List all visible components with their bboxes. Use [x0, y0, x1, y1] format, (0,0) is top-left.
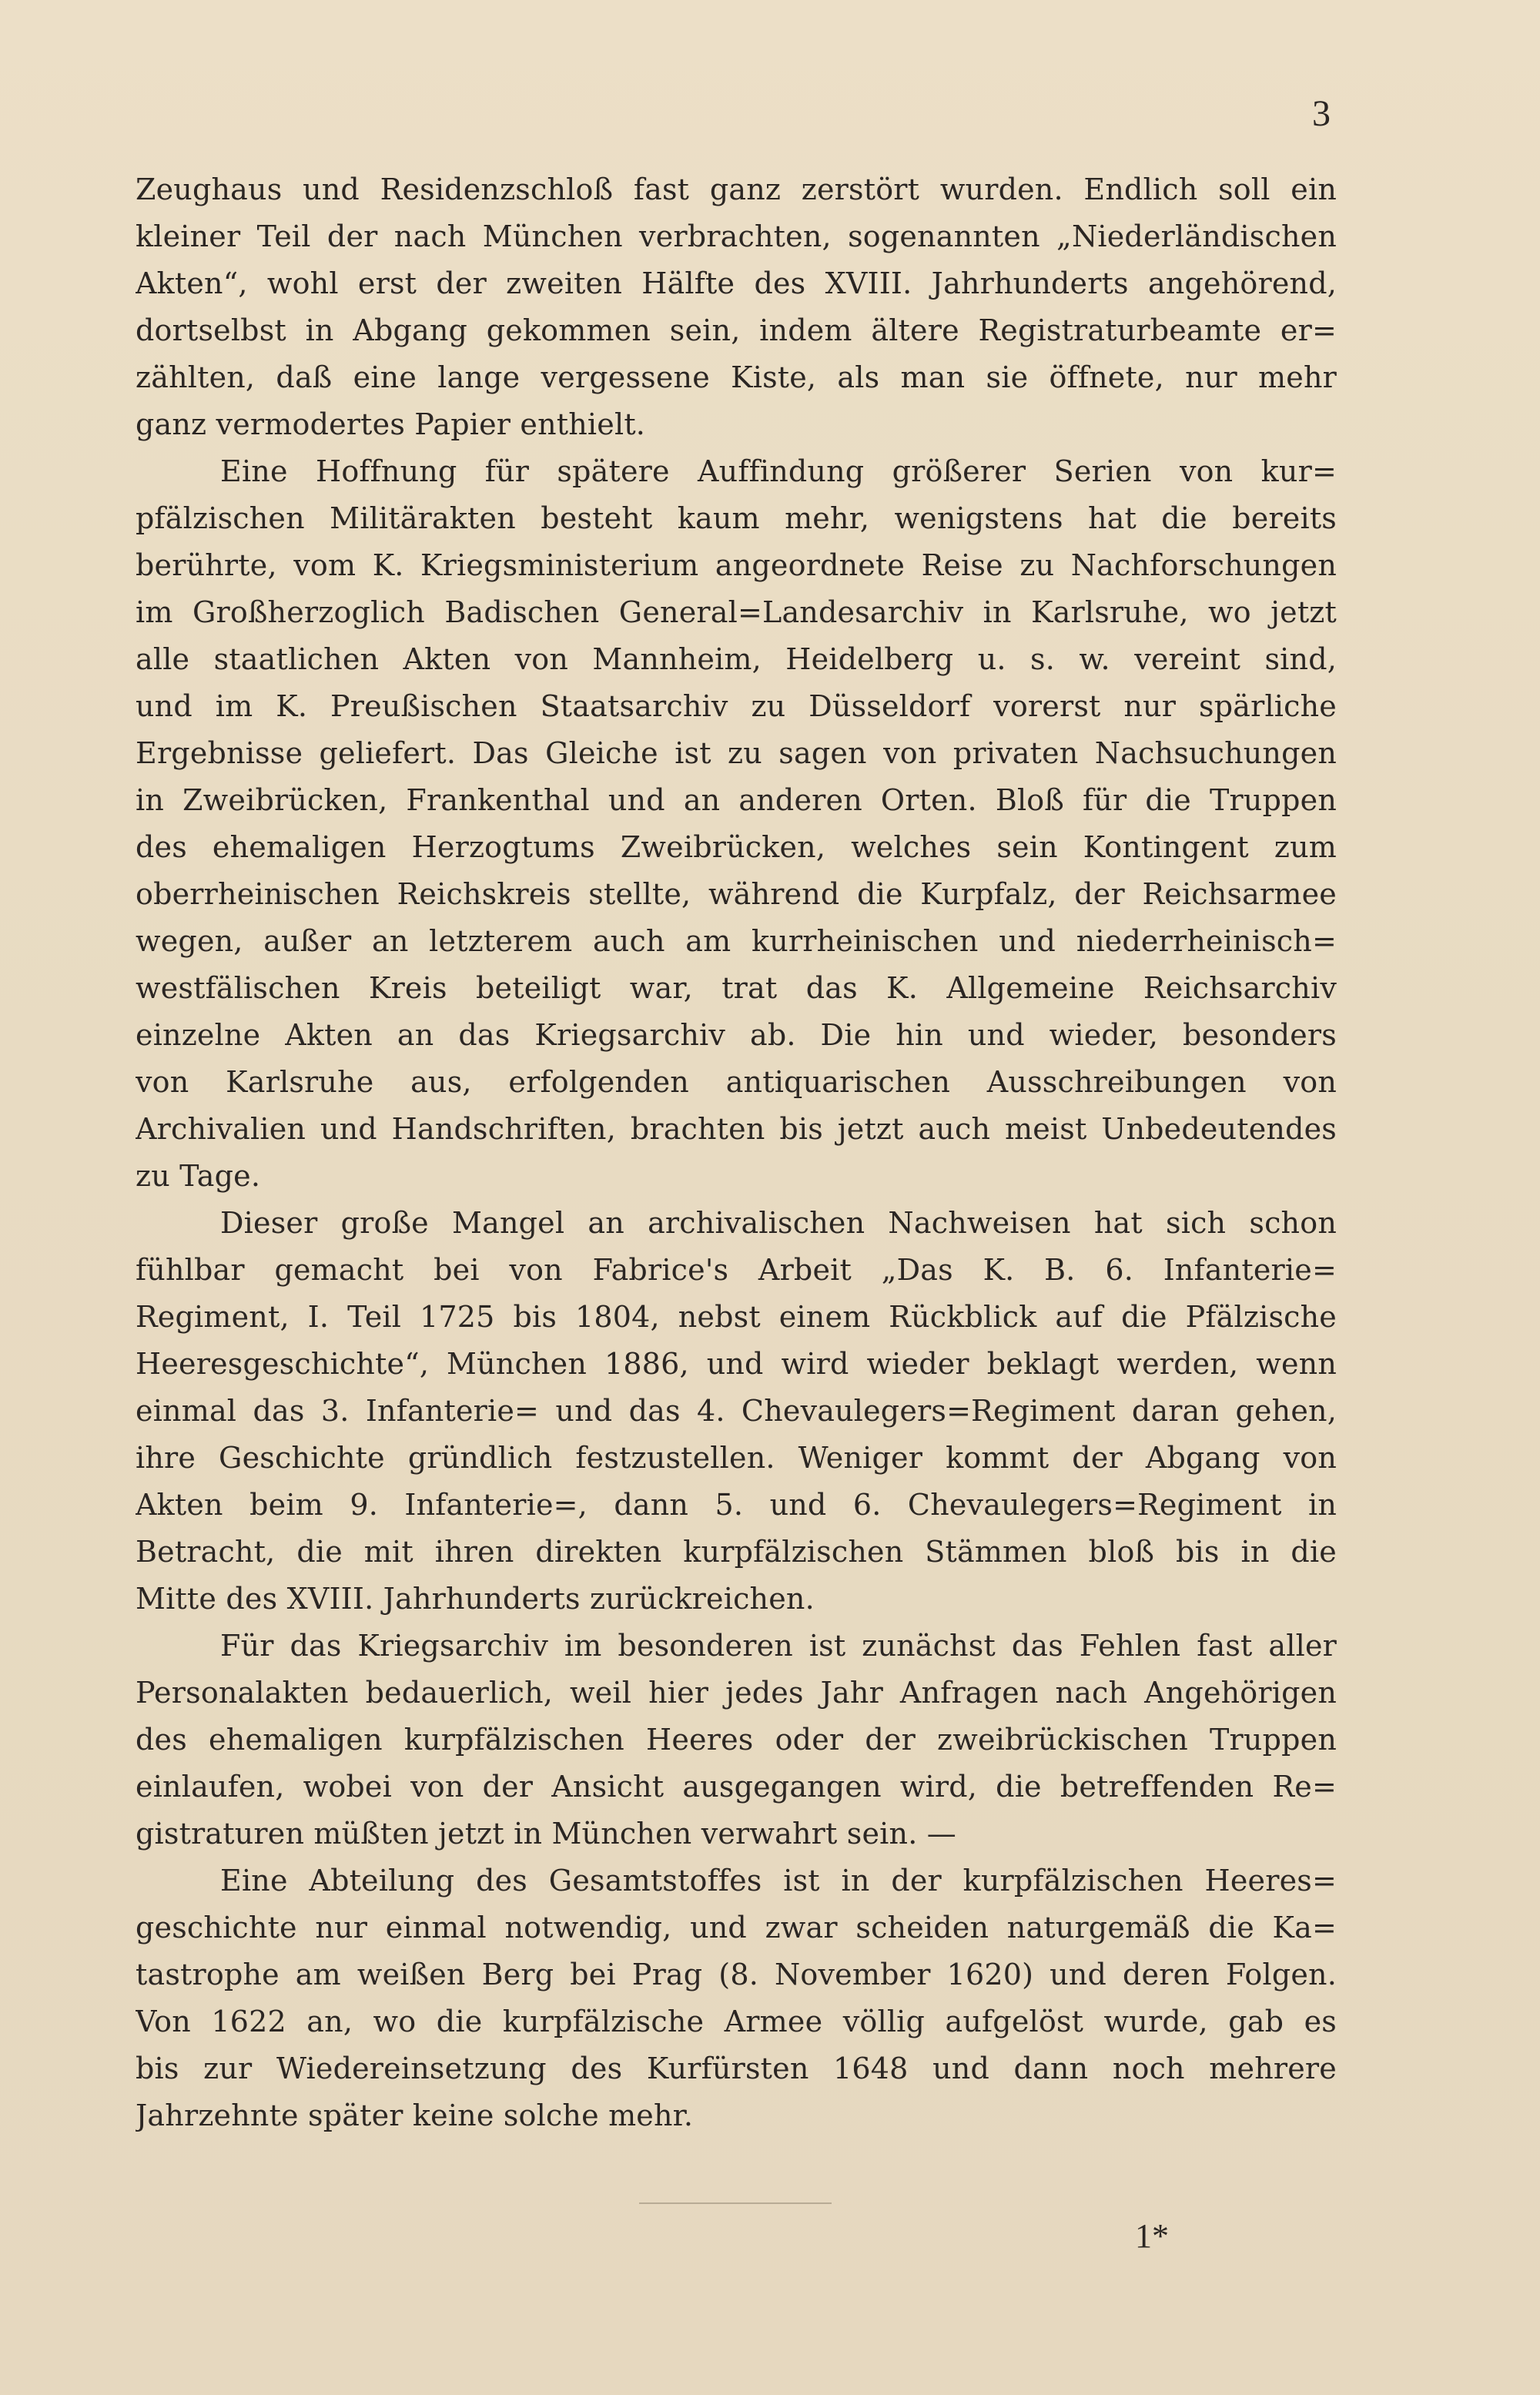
text-line: Personalakten bedauerlich, weil hier jedes Jahr Anfragen nach Angehörigen	[136, 1676, 1337, 1710]
text-line: und im K. Preußischen Staatsarchiv zu Düsseldorf vorerst nur spärliche	[136, 689, 1337, 723]
text-line: Zeughaus und Residenzschloß fast ganz zerstört wurden. Endlich soll ein	[136, 173, 1337, 206]
text-line: zu Tage.	[136, 1159, 261, 1193]
text-line: Eine Abteilung des Gesamtstoffes ist in der kurpfälzischen Heeres=	[220, 1864, 1337, 1898]
text-line: westfälischen Kreis beteiligt war, trat das K. Allgemeine Reichsarchiv	[136, 971, 1337, 1005]
text-line: kleiner Teil der nach München verbrachten, sogenannten „Niederländischen	[136, 219, 1337, 253]
text-line: Regiment, I. Teil 1725 bis 1804, nebst einem Rückblick auf die Pfälzische	[136, 1300, 1337, 1334]
text-line: im Großherzoglich Badischen General=Landesarchiv in Karlsruhe, wo jetzt	[136, 595, 1337, 629]
text-line: einmal das 3. Infanterie= und das 4. Chevaulegers=Regiment daran gehen,	[136, 1394, 1337, 1428]
page-number: 3	[1312, 93, 1331, 134]
text-line: Von 1622 an, wo die kurpfälzische Armee völlig aufgelöst wurde, gab es	[136, 2005, 1337, 2038]
text-line: ganz vermodertes Papier enthielt.	[136, 407, 646, 441]
text-line: Archivalien und Handschriften, brachten bis jetzt auch meist Unbedeutendes	[136, 1112, 1337, 1146]
text-line: Ergebnisse geliefert. Das Gleiche ist zu sagen von privaten Nachsuchungen	[136, 736, 1337, 770]
text-line: Eine Hoffnung für spätere Auffindung größerer Serien von kur=	[220, 454, 1337, 488]
text-line: zählten, daß eine lange vergessene Kiste, als man sie öffnete, nur mehr	[136, 360, 1337, 394]
text-line: dortselbst in Abgang gekommen sein, indem ältere Registraturbeamte er=	[136, 313, 1337, 347]
text-line: alle staatlichen Akten von Mannheim, Heidelberg u. s. w. vereint sind,	[136, 642, 1337, 676]
signature-mark: 1*	[1135, 2217, 1169, 2255]
text-line: des ehemaligen kurpfälzischen Heeres oder der zweibrückischen Truppen	[136, 1723, 1337, 1757]
text-line: gistraturen müßten jetzt in München verwahrt sein. —	[136, 1817, 956, 1851]
text-line: des ehemaligen Herzogtums Zweibrücken, welches sein Kontingent zum	[136, 830, 1337, 864]
footer-divider	[639, 2202, 832, 2204]
body-text	[136, 166, 1337, 2139]
text-line: Mitte des XVIII. Jahrhunderts zurückreichen.	[136, 1582, 815, 1616]
text-line: von Karlsruhe aus, erfolgenden antiquarischen Ausschreibungen von	[136, 1065, 1337, 1099]
text-line: Akten beim 9. Infanterie=, dann 5. und 6. Chevaulegers=Regiment in	[136, 1488, 1337, 1522]
text-line: Für das Kriegsarchiv im besonderen ist zunächst das Fehlen fast aller	[220, 1629, 1337, 1663]
text-line: ihre Geschichte gründlich festzustellen. Weniger kommt der Abgang von	[136, 1441, 1337, 1475]
text-line: Jahrzehnte später keine solche mehr.	[136, 2099, 694, 2132]
text-line: tastrophe am weißen Berg bei Prag (8. November 1620) und deren Folgen.	[136, 1958, 1337, 1991]
text-line: fühlbar gemacht bei von Fabrice's Arbeit „Das K. B. 6. Infanterie=	[136, 1253, 1337, 1287]
text-line: einzelne Akten an das Kriegsarchiv ab. Die hin und wieder, besonders	[136, 1018, 1337, 1052]
text-line: einlaufen, wobei von der Ansicht ausgegangen wird, die betreffenden Re=	[136, 1770, 1337, 1804]
text-line: Dieser große Mangel an archivalischen Nachweisen hat sich schon	[220, 1206, 1337, 1240]
text-line: oberrheinischen Reichskreis stellte, während die Kurpfalz, der Reichsarmee	[136, 877, 1337, 911]
text-line: Akten“, wohl erst der zweiten Hälfte des XVIII. Jahrhunderts angehörend,	[136, 266, 1337, 300]
text-line: bis zur Wiedereinsetzung des Kurfürsten 1648 und dann noch mehrere	[136, 2052, 1337, 2085]
text-line: pfälzischen Militärakten besteht kaum mehr, wenigstens hat die bereits	[136, 501, 1337, 535]
text-line: Betracht, die mit ihren direkten kurpfälzischen Stämmen bloß bis in die	[136, 1535, 1337, 1569]
text-line: berührte, vom K. Kriegsministerium angeordnete Reise zu Nachforschungen	[136, 548, 1337, 582]
text-line: Heeresgeschichte“, München 1886, und wird wieder beklagt werden, wenn	[136, 1347, 1337, 1381]
text-line: geschichte nur einmal notwendig, und zwar scheiden naturgemäß die Ka=	[136, 1911, 1337, 1944]
text-line: in Zweibrücken, Frankenthal und an anderen Orten. Bloß für die Truppen	[136, 783, 1337, 817]
text-line: wegen, außer an letzterem auch am kurrheinischen und niederrheinisch=	[136, 924, 1337, 958]
